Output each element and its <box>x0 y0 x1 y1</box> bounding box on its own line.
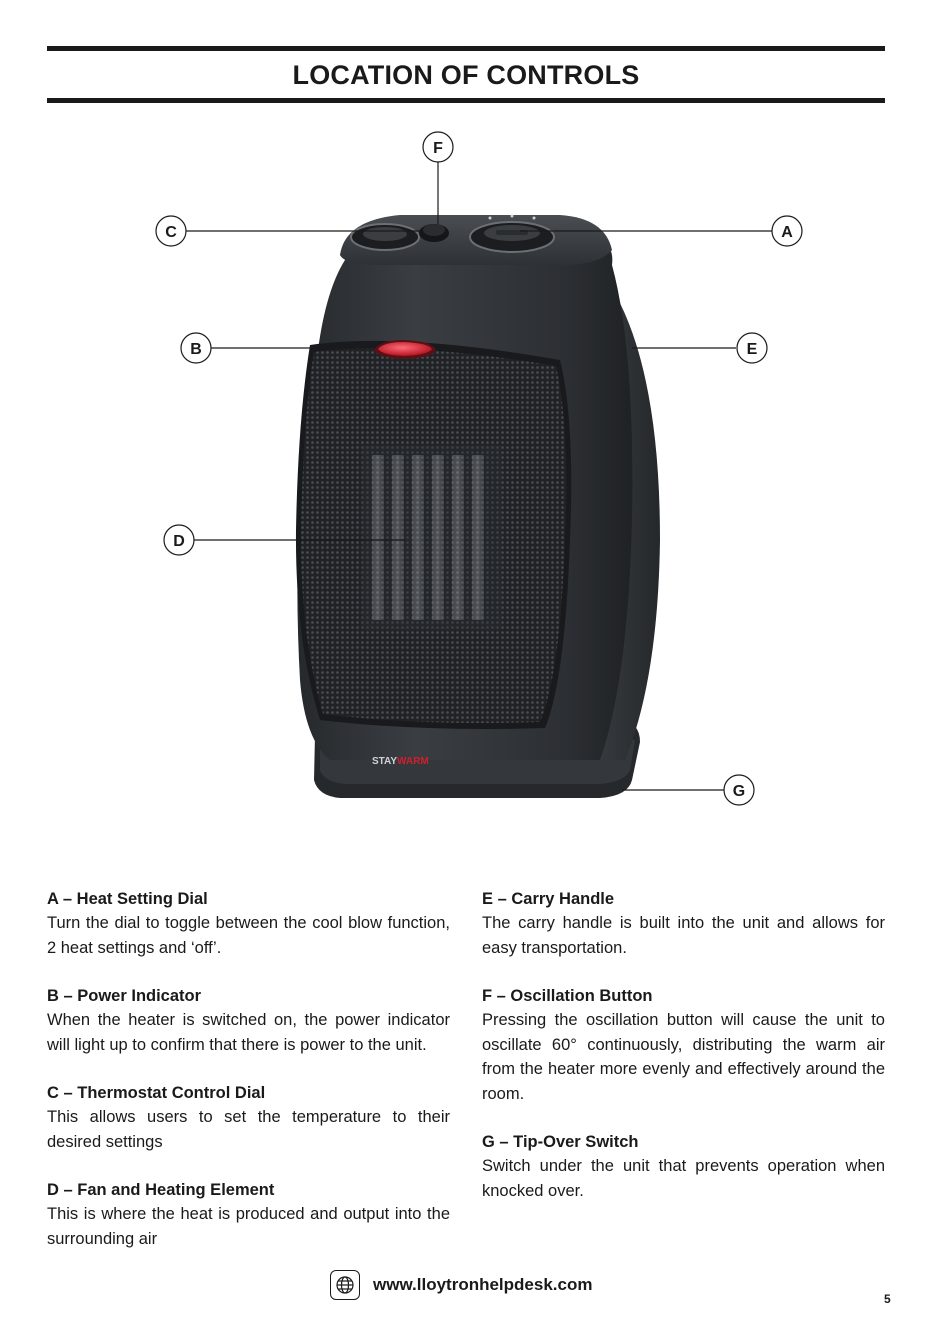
oscillation-button <box>419 224 449 242</box>
control-item-b <box>47 984 450 1057</box>
svg-text:G: G <box>732 783 746 800</box>
control-description: This allows users to set the temperature to their desired settings <box>47 1108 450 1151</box>
page-number: 5 <box>884 1292 891 1306</box>
callout-b <box>181 333 211 363</box>
control-heading: E – Carry Handle <box>482 890 615 908</box>
svg-text:A: A <box>781 224 793 241</box>
control-heading: F – Oscillation Button <box>482 987 653 1005</box>
svg-text:D: D <box>173 533 185 550</box>
page-title: LOCATION OF CONTROLS <box>292 60 640 90</box>
heater-figure <box>0 120 933 860</box>
control-heading: G – Tip-Over Switch <box>482 1133 639 1151</box>
thermostat-dial <box>351 224 419 250</box>
callout-g <box>724 775 754 805</box>
controls-left-column <box>47 887 450 1275</box>
globe-icon <box>330 1270 360 1300</box>
control-item-f <box>482 984 885 1106</box>
control-description: Pressing the oscillation button will cause the unit to oscillate 60° continuously, distributing the warm air from the heater more evenly and effectively around the room. <box>482 1011 885 1103</box>
control-item-a <box>47 887 450 960</box>
controls-right-column <box>482 887 885 1227</box>
control-item-c <box>47 1081 450 1154</box>
control-heading: D – Fan and Heating Element <box>47 1181 275 1199</box>
callout-d <box>164 525 194 555</box>
heating-element <box>362 445 502 630</box>
control-item-e <box>482 887 885 960</box>
control-description: Turn the dial to toggle between the cool blow function, 2 heat settings and ‘off’. <box>47 914 450 957</box>
svg-text:B: B <box>190 341 202 358</box>
brand-stay: STAY <box>372 756 398 767</box>
control-description: The carry handle is built into the unit and allows for easy transportation. <box>482 914 885 957</box>
control-description: This is where the heat is produced and output into the surrounding air <box>47 1205 450 1248</box>
callout-a <box>772 216 802 246</box>
svg-text:C: C <box>165 224 177 241</box>
control-description: When the heater is switched on, the power indicator will light up to confirm that there is power to the unit. <box>47 1011 450 1054</box>
control-description: Switch under the unit that prevents operation when knocked over. <box>482 1157 885 1200</box>
footer <box>330 1268 592 1302</box>
control-item-g <box>482 1130 885 1203</box>
control-item-d <box>47 1178 450 1251</box>
svg-text:E: E <box>746 341 758 358</box>
helpdesk-link[interactable]: www.lloytronhelpdesk.com <box>373 1275 593 1294</box>
svg-text:F: F <box>433 140 443 157</box>
control-heading: A – Heat Setting Dial <box>47 890 208 908</box>
control-heading: B – Power Indicator <box>47 987 202 1005</box>
title-underline-rule <box>47 98 885 103</box>
brand-warm: WARM <box>397 756 429 767</box>
callout-f <box>423 132 453 162</box>
callout-e <box>737 333 767 363</box>
brand-logo <box>372 756 429 767</box>
control-heading: C – Thermostat Control Dial <box>47 1084 266 1102</box>
callout-c <box>156 216 186 246</box>
top-rule <box>47 46 885 51</box>
